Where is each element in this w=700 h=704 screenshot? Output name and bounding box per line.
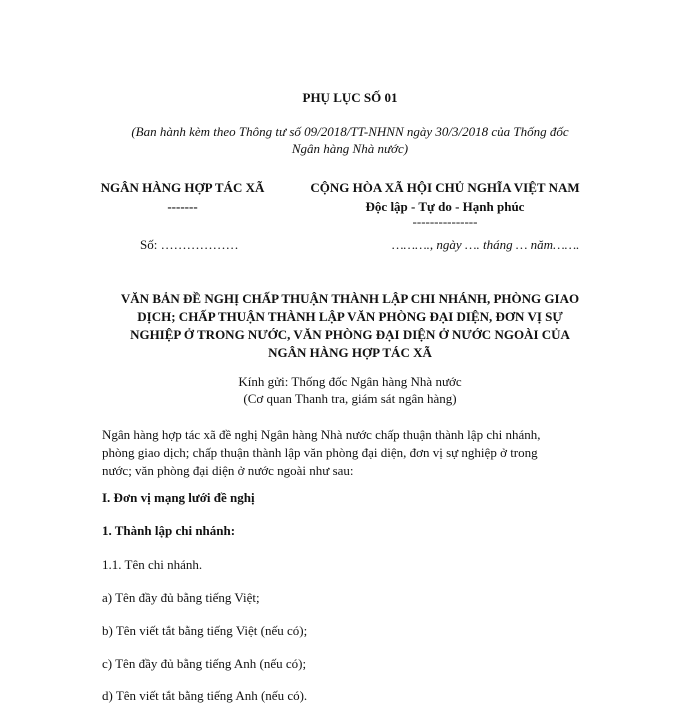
intro-paragraph: [102, 426, 607, 480]
right-divider: ---------------: [412, 214, 478, 229]
org-name: NGÂN HÀNG HỢP TÁC XÃ: [100, 180, 265, 195]
item-b: b) Tên viết tắt bằng tiếng Việt (nếu có);: [102, 623, 308, 638]
left-header: [95, 178, 270, 216]
addressee-line-1: Kính gửi: Thống đốc Ngân hàng Nhà nước: [238, 374, 462, 389]
section-1-heading: 1. Thành lập chi nhánh:: [102, 523, 236, 538]
section-i-heading: I. Đơn vị mạng lưới đề nghị: [102, 490, 255, 505]
intro-line-3: nước; văn phòng đại diện ở nước ngoài như sau:: [102, 463, 354, 478]
nation-name: CỘNG HÒA XÃ HỘI CHỦ NGHĨA VIỆT NAM: [310, 180, 580, 195]
date-line: ………., ngày …. tháng … năm…….: [392, 237, 580, 252]
document-title: [100, 290, 600, 362]
item-a: a) Tên đầy đủ bằng tiếng Việt;: [102, 590, 260, 605]
intro-line-2: phòng giao dịch; chấp thuận thành lập văn phòng đại diện, đơn vị sự nghiệp ở trong: [102, 445, 538, 460]
document-title-line-3: NGHIỆP Ở TRONG NƯỚC, VĂN PHÒNG ĐẠI DIỆN Ở NƯỚC NGOÀI CỦA: [130, 327, 570, 342]
item-d: d) Tên viết tắt bằng tiếng Anh (nếu có).: [102, 688, 308, 703]
document-number: Số: ………………: [140, 237, 239, 252]
intro-line-1: Ngân hàng hợp tác xã đề nghị Ngân hàng Nhà nước chấp thuận thành lập chi nhánh,: [102, 427, 541, 442]
annex-title: PHỤ LỤC SỐ 01: [302, 90, 398, 105]
motto: Độc lập - Tự do - Hạnh phúc: [365, 199, 525, 214]
left-divider: -------: [167, 199, 198, 214]
issued-by-line-2: Ngân hàng Nhà nước): [291, 141, 409, 156]
issued-by-line-1: (Ban hành kèm theo Thông tư số 09/2018/TT-NHNN ngày 30/3/2018 của Thống đốc: [131, 124, 569, 139]
document-title-line-2: DỊCH; CHẤP THUẬN THÀNH LẬP VĂN PHÒNG ĐẠI DIỆN, ĐƠN VỊ SỰ: [137, 309, 563, 324]
document-title-line-1: VĂN BẢN ĐỀ NGHỊ CHẤP THUẬN THÀNH LẬP CHI NHÁNH, PHÒNG GIAO: [120, 291, 580, 306]
addressee-line-2: (Cơ quan Thanh tra, giám sát ngân hàng): [243, 391, 457, 406]
right-header: [290, 178, 600, 228]
item-1-1: 1.1. Tên chi nhánh.: [102, 557, 203, 572]
document-title-line-4: NGÂN HÀNG HỢP TÁC XÃ: [268, 345, 432, 360]
item-c: c) Tên đầy đủ bằng tiếng Anh (nếu có);: [102, 656, 307, 671]
